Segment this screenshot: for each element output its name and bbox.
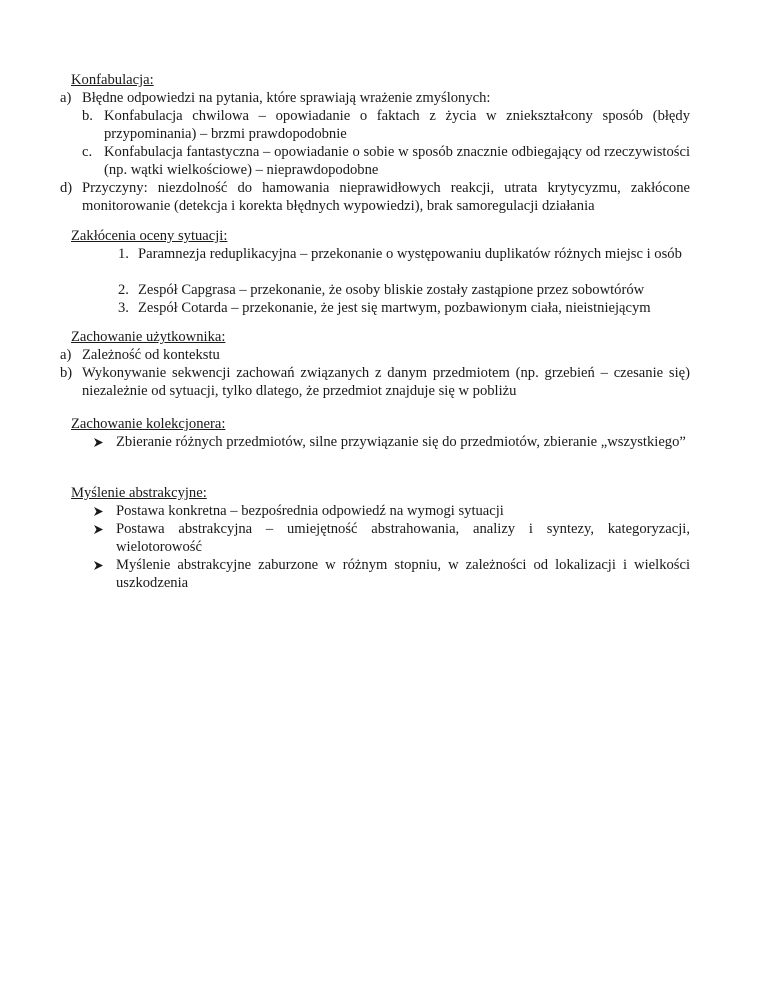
- list-marker: 2.: [118, 282, 129, 298]
- list-item: Zależność od kontekstu: [82, 347, 220, 363]
- list-item: Postawa abstrakcyjna – umiejętność abstrahowania, analizy i syntezy, kategoryzacji, wielotorowość: [116, 521, 690, 555]
- list-marker: a): [60, 90, 72, 106]
- heading-zaklocenia: Zakłócenia oceny sytuacji:: [71, 228, 228, 244]
- list-item: Błędne odpowiedzi na pytania, które sprawiają wrażenie zmyślonych:: [82, 90, 491, 106]
- heading-uzytkownik: Zachowanie użytkownika:: [71, 329, 226, 345]
- list-marker: b.: [82, 108, 93, 124]
- list-item: Myślenie abstrakcyjne zaburzone w różnym stopniu, w zależności od lokalizacji i wielkości uszkodzenia: [116, 557, 690, 591]
- list-marker: c.: [82, 144, 93, 160]
- list-marker: 3.: [118, 300, 129, 316]
- list-marker: 1.: [118, 246, 129, 262]
- list-item: Wykonywanie sekwencji zachowań związanych z danym przedmiotem (np. grzebień – czesanie się) niezależnie od sytuacji, tylko dlatego, że przedmiot znajduje się w pobliżu: [82, 365, 690, 399]
- list-item: Przyczyny: niezdolność do hamowania nieprawidłowych reakcji, utrata krytycyzmu, zakłócone monitorowanie (detekcja i korekta błędnych wypowiedzi), brak samoregulacji działania: [82, 180, 690, 214]
- heading-kolekcjoner: Zachowanie kolekcjonera:: [71, 416, 226, 432]
- heading-abstrakcyjne: Myślenie abstrakcyjne:: [71, 485, 207, 501]
- list-marker: b): [60, 365, 73, 381]
- arrowhead-bullet-icon: [93, 437, 104, 448]
- list-marker: d): [60, 180, 73, 196]
- arrowhead-bullet-icon: [93, 506, 104, 517]
- list-item: Zespół Cotarda – przekonanie, że jest się martwym, pozbawionym ciała, nieistniejącym: [138, 300, 651, 316]
- list-marker: a): [60, 347, 72, 363]
- arrowhead-bullet-icon: [93, 560, 104, 571]
- list-item: Zbieranie różnych przedmiotów, silne przywiązanie się do przedmiotów, zbieranie „wszystkiego”: [116, 434, 686, 450]
- list-item: Postawa konkretna – bezpośrednia odpowiedź na wymogi sytuacji: [116, 503, 504, 519]
- list-item: Konfabulacja fantastyczna – opowiadanie o sobie w sposób znacznie odbiegający od rzeczywistości (np. wątki wielkościowe) – nieprawdopodobne: [104, 144, 690, 178]
- list-item: Paramnezja reduplikacyjna – przekonanie o występowaniu duplikatów różnych miejsc i osób: [138, 246, 682, 262]
- list-item: Zespół Capgrasa – przekonanie, że osoby bliskie zostały zastąpione przez sobowtórów: [138, 282, 645, 298]
- list-item: Konfabulacja chwilowa – opowiadanie o faktach z życia w zniekształcony sposób (błędy przypominania) – brzmi prawdopodobnie: [104, 108, 690, 142]
- heading-konfabulacja: Konfabulacja:: [71, 72, 154, 88]
- arrowhead-bullet-icon: [93, 524, 104, 535]
